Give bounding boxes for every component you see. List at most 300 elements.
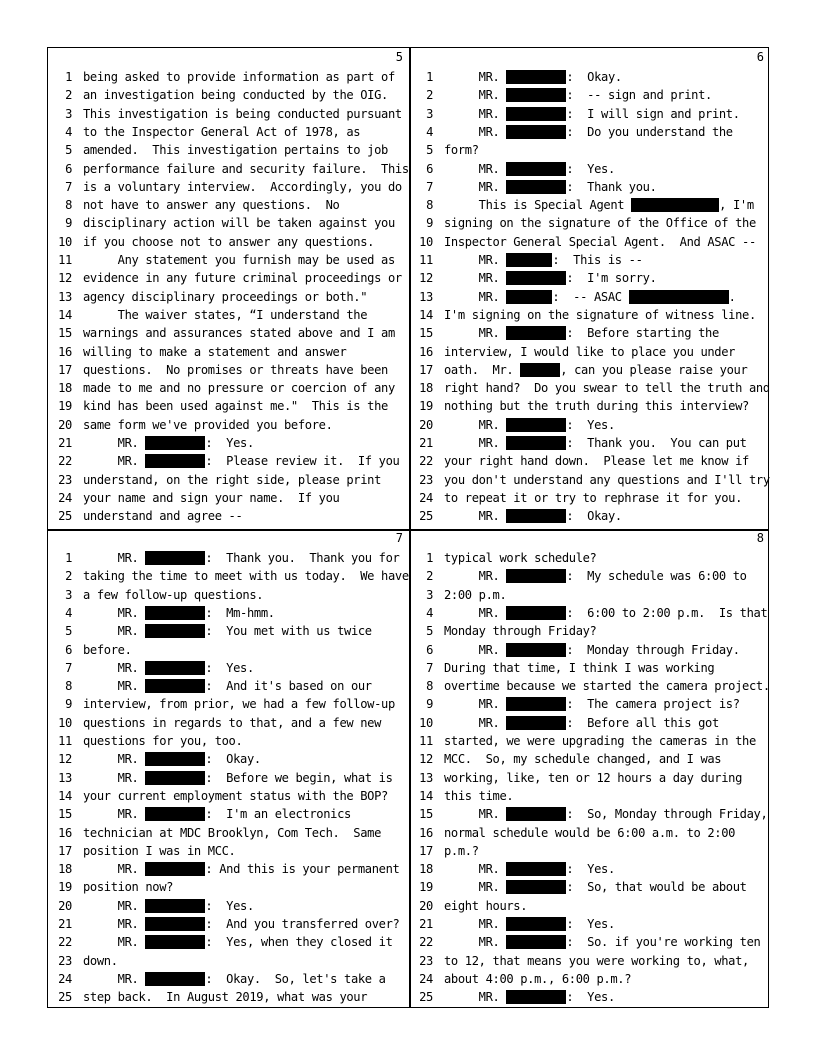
line-number: 12 xyxy=(419,271,433,286)
text-segment: : And it's based on our xyxy=(205,679,372,694)
text-segment: started, we were upgrading the cameras in the xyxy=(444,734,756,748)
transcript-line xyxy=(409,860,770,878)
transcript-line xyxy=(409,397,770,415)
redaction-box xyxy=(506,509,566,523)
text-segment: questions for you, too. xyxy=(83,734,243,748)
line-number: 16 xyxy=(58,344,72,359)
line-text xyxy=(83,622,372,640)
line-number: 16 xyxy=(58,825,72,840)
transcript-line xyxy=(48,824,409,842)
text-segment: understand, on the right side, please print xyxy=(83,472,382,487)
text-segment: MR. xyxy=(83,935,146,950)
text-segment: nothing but the truth during this interview? xyxy=(444,399,749,414)
line-text xyxy=(444,123,733,141)
text-segment: signing on the signature of the Office of the xyxy=(444,216,756,231)
line-number: 9 xyxy=(65,697,72,712)
line-text xyxy=(83,677,372,695)
line-text xyxy=(444,622,596,640)
text-segment: an investigation being conducted by the OIG. xyxy=(83,88,388,103)
transcript-line xyxy=(409,970,770,988)
text-segment: to repeat it or try to rephrase it for you. xyxy=(444,490,743,505)
redaction-box xyxy=(506,271,566,285)
text-segment: normal schedule would be 6:00 a.m. to 2:00 xyxy=(444,825,736,840)
transcript-line xyxy=(48,732,409,750)
redaction-box xyxy=(506,70,566,84)
line-number: 23 xyxy=(58,953,72,968)
text-segment: : Yes. xyxy=(205,898,254,913)
text-segment: MR. xyxy=(444,697,507,712)
line-number: 9 xyxy=(65,216,72,231)
text-segment: This investigation is being conducted pursuant xyxy=(83,106,402,121)
redaction-box xyxy=(506,990,566,1004)
line-number: 14 xyxy=(58,788,72,803)
text-segment: : Do you understand the xyxy=(566,124,733,139)
line-number: 25 xyxy=(419,990,433,1005)
text-segment: : My schedule was 6:00 to xyxy=(566,569,747,584)
text-segment: MR. xyxy=(83,605,146,620)
text-segment: same form we've provided you before. xyxy=(83,417,333,432)
line-number: 7 xyxy=(426,660,433,675)
transcript-line xyxy=(48,842,409,860)
text-segment: : Please review it. If you xyxy=(205,454,400,469)
line-number: 4 xyxy=(426,124,433,139)
transcript-line xyxy=(409,178,770,196)
transcript-line xyxy=(409,878,770,896)
redaction-box xyxy=(506,917,566,931)
line-number: 8 xyxy=(426,198,433,213)
text-segment: interview, I would like to place you under xyxy=(444,344,736,359)
transcript-line xyxy=(48,434,409,452)
transcript-line xyxy=(409,842,770,860)
text-segment: : Mm-hmm. xyxy=(205,605,275,620)
text-segment: MR. xyxy=(444,289,507,304)
text-segment: The waiver states, “I understand the xyxy=(83,307,368,322)
redaction-box xyxy=(506,180,566,194)
line-number: 23 xyxy=(58,472,72,487)
line-number: 22 xyxy=(419,454,433,469)
line-text xyxy=(444,489,742,507)
line-number: 6 xyxy=(426,642,433,657)
redaction-box xyxy=(506,107,566,121)
transcript-line xyxy=(409,549,770,567)
line-text xyxy=(83,379,395,397)
line-number: 3 xyxy=(426,106,433,121)
line-text xyxy=(83,68,395,86)
transcript-line xyxy=(48,68,409,86)
transcript-line xyxy=(48,379,409,397)
text-segment: MR. xyxy=(83,971,146,986)
transcript-line xyxy=(409,361,770,379)
text-segment: MR. xyxy=(83,807,146,822)
line-number: 24 xyxy=(419,490,433,505)
transcript-line xyxy=(409,586,770,604)
line-number: 13 xyxy=(58,289,72,304)
line-text xyxy=(83,489,339,507)
line-number: 12 xyxy=(58,271,72,286)
redaction-box xyxy=(145,661,205,675)
redaction-box xyxy=(145,436,205,450)
transcript-line xyxy=(409,714,770,732)
text-segment: MR. xyxy=(444,569,507,584)
text-segment: MR. xyxy=(444,642,507,657)
line-number: 15 xyxy=(58,807,72,822)
transcript-line xyxy=(409,160,770,178)
line-text xyxy=(444,659,714,677)
redaction-box xyxy=(520,363,560,377)
text-segment: agency disciplinary proceedings or both." xyxy=(83,289,368,304)
transcript-line xyxy=(48,549,409,567)
redaction-box xyxy=(506,880,566,894)
line-text xyxy=(444,196,754,214)
line-text xyxy=(444,677,770,695)
page-number: 5 xyxy=(395,50,403,64)
transcript-line xyxy=(48,471,409,489)
redaction-box xyxy=(631,198,719,212)
text-segment: Any statement you furnish may be used as xyxy=(83,253,395,267)
transcript-line xyxy=(409,288,770,306)
line-number: 18 xyxy=(419,862,433,877)
line-text xyxy=(83,897,254,915)
text-segment: questions. No promises or threats have been xyxy=(83,362,388,377)
page-number: 8 xyxy=(756,531,764,545)
text-segment: not have to answer any questions. No xyxy=(83,198,340,213)
text-segment: MR. xyxy=(444,161,507,176)
line-number: 10 xyxy=(419,234,433,249)
line-number: 14 xyxy=(58,307,72,322)
transcript-line xyxy=(409,622,770,640)
line-text xyxy=(83,659,254,677)
text-segment: : This is -- xyxy=(552,253,643,267)
redaction-box xyxy=(506,935,566,949)
transcript-page-8 xyxy=(409,529,770,1009)
redaction-box xyxy=(506,418,566,432)
text-segment: MR. xyxy=(444,715,507,730)
line-text xyxy=(83,732,242,750)
line-text xyxy=(444,586,506,604)
transcript-line xyxy=(48,160,409,178)
line-number: 1 xyxy=(65,70,72,84)
line-number: 11 xyxy=(58,734,72,748)
transcript-line xyxy=(48,952,409,970)
text-segment: MR. xyxy=(444,862,507,877)
line-number: 20 xyxy=(419,898,433,913)
line-number: 13 xyxy=(58,770,72,785)
line-number: 10 xyxy=(58,715,72,730)
text-segment: MR. xyxy=(444,179,507,194)
text-segment: : Monday through Friday. xyxy=(566,642,740,657)
transcript-line xyxy=(409,233,770,251)
line-number: 8 xyxy=(426,679,433,694)
line-text xyxy=(444,306,756,324)
redaction-box xyxy=(506,716,566,730)
transcript-line xyxy=(409,988,770,1006)
text-segment: This is Special Agent xyxy=(444,198,632,213)
text-segment: : Yes. xyxy=(566,862,615,877)
text-segment: form? xyxy=(444,143,479,158)
transcript-line xyxy=(409,214,770,232)
text-segment: MR. xyxy=(83,624,146,639)
line-number: 19 xyxy=(419,880,433,895)
line-number: 10 xyxy=(58,234,72,249)
transcript-line xyxy=(48,860,409,878)
line-text xyxy=(444,878,747,896)
redaction-box xyxy=(145,899,205,913)
text-segment: : I will sign and print. xyxy=(566,106,740,121)
line-number: 6 xyxy=(65,642,72,657)
redaction-box xyxy=(145,935,205,949)
transcript-line xyxy=(48,214,409,232)
text-segment: MR. xyxy=(444,326,507,341)
text-segment: Monday through Friday? xyxy=(444,624,597,639)
transcript-page-5 xyxy=(48,48,409,528)
text-segment: : And this is your permanent xyxy=(205,862,400,877)
line-text xyxy=(444,452,749,470)
line-text xyxy=(444,970,631,988)
text-segment: : Thank you. xyxy=(566,179,657,194)
transcript-line xyxy=(48,677,409,695)
redaction-box xyxy=(506,606,566,620)
text-segment: MR. xyxy=(444,605,507,620)
text-segment: MR. xyxy=(83,454,146,469)
line-number: 9 xyxy=(426,216,433,231)
text-segment: MR. xyxy=(444,917,507,931)
line-number: 21 xyxy=(58,436,72,450)
transcript-line xyxy=(48,251,409,269)
transcript-line xyxy=(409,196,770,214)
line-number: 2 xyxy=(426,569,433,584)
line-number: 1 xyxy=(426,551,433,565)
line-number: 3 xyxy=(65,106,72,121)
redaction-box xyxy=(506,807,566,821)
transcript-line xyxy=(48,361,409,379)
line-text xyxy=(83,141,388,159)
text-segment: MCC. So, my schedule changed, and I was xyxy=(444,752,722,767)
transcript-line xyxy=(48,604,409,622)
line-text xyxy=(83,915,399,933)
text-segment: : And you transferred over? xyxy=(205,917,400,931)
text-segment: : 6:00 to 2:00 p.m. Is that xyxy=(566,605,768,620)
text-segment: before. xyxy=(83,642,132,657)
transcript-line xyxy=(48,178,409,196)
redaction-box xyxy=(145,679,205,693)
transcript-line xyxy=(48,714,409,732)
text-segment: a few follow-up questions. xyxy=(83,587,264,602)
text-segment: MR. xyxy=(444,509,507,524)
transcript-line xyxy=(409,897,770,915)
line-text xyxy=(444,805,767,823)
line-number: 19 xyxy=(419,399,433,414)
transcript-line xyxy=(48,141,409,159)
text-segment: about 4:00 p.m., 6:00 p.m.? xyxy=(444,971,632,986)
text-segment: MR. xyxy=(444,88,507,103)
line-number: 19 xyxy=(58,880,72,895)
transcript-line xyxy=(409,416,770,434)
text-segment: kind has been used against me." This is the xyxy=(83,399,388,414)
line-number: 22 xyxy=(58,935,72,950)
text-segment: MR. xyxy=(444,253,507,267)
redaction-box xyxy=(506,88,566,102)
transcript-line xyxy=(48,970,409,988)
text-segment: eight hours. xyxy=(444,898,528,913)
transcript-line xyxy=(48,586,409,604)
line-number: 18 xyxy=(58,862,72,877)
text-segment: your name and sign your name. If you xyxy=(83,490,340,505)
text-segment: your current employment status with the BOP? xyxy=(83,788,388,803)
line-text xyxy=(83,160,409,178)
line-text xyxy=(83,549,399,567)
text-segment: MR. xyxy=(444,807,507,822)
transcript-line xyxy=(409,952,770,970)
transcript-line xyxy=(48,769,409,787)
line-number: 2 xyxy=(65,569,72,584)
text-segment: overtime because we started the camera project. xyxy=(444,679,770,694)
line-text xyxy=(83,288,367,306)
redaction-box xyxy=(506,253,552,267)
redaction-box xyxy=(506,643,566,657)
text-segment: understand and agree -- xyxy=(83,509,243,524)
transcript-line xyxy=(48,196,409,214)
transcript-line xyxy=(409,343,770,361)
transcript-line xyxy=(409,805,770,823)
line-text xyxy=(83,714,381,732)
line-number: 18 xyxy=(58,381,72,396)
line-number: 7 xyxy=(65,660,72,675)
transcript-line xyxy=(48,622,409,640)
text-segment: right hand? Do you swear to tell the truth and xyxy=(444,381,770,396)
line-text xyxy=(444,860,615,878)
line-text xyxy=(83,105,402,123)
line-text xyxy=(83,178,402,196)
transcript-line xyxy=(409,604,770,622)
line-text xyxy=(444,141,479,159)
redaction-box xyxy=(506,125,566,139)
text-segment: : Before all this got xyxy=(566,715,719,730)
line-number: 3 xyxy=(65,587,72,602)
text-segment: MR. xyxy=(444,436,507,450)
line-number: 8 xyxy=(65,198,72,213)
transcript-line xyxy=(48,787,409,805)
line-text xyxy=(444,897,527,915)
text-segment: MR. xyxy=(83,898,146,913)
text-segment: MR. xyxy=(83,660,146,675)
text-segment: p.m.? xyxy=(444,843,479,858)
line-text xyxy=(444,567,747,585)
transcript-line xyxy=(48,878,409,896)
line-text xyxy=(444,507,622,525)
line-text xyxy=(83,567,409,585)
text-segment: you don't understand any questions and I'll try xyxy=(444,472,770,487)
line-number: 16 xyxy=(419,825,433,840)
transcript-line xyxy=(409,251,770,269)
line-text xyxy=(83,343,346,361)
line-number: 13 xyxy=(419,770,433,785)
line-text xyxy=(83,416,333,434)
transcript-line xyxy=(48,452,409,470)
line-number: 20 xyxy=(58,417,72,432)
text-segment: : So, that would be about xyxy=(566,880,747,895)
line-number: 3 xyxy=(426,587,433,602)
line-text xyxy=(444,842,479,860)
line-text xyxy=(83,233,374,251)
line-text xyxy=(444,471,770,489)
text-segment: : Yes, when they closed it xyxy=(205,935,393,950)
line-number: 24 xyxy=(419,971,433,986)
line-text xyxy=(83,306,367,324)
transcript-line xyxy=(409,306,770,324)
line-text xyxy=(83,750,261,768)
line-text xyxy=(444,641,740,659)
line-number: 11 xyxy=(419,253,433,267)
text-segment: : Yes. xyxy=(566,990,615,1005)
redaction-box xyxy=(145,454,205,468)
text-segment: 2:00 p.m. xyxy=(444,587,507,602)
line-text xyxy=(83,471,381,489)
transcript-line xyxy=(48,123,409,141)
line-number: 25 xyxy=(58,990,72,1005)
text-segment: : Yes. xyxy=(566,161,615,176)
text-segment: to the Inspector General Act of 1978, as xyxy=(83,124,361,139)
text-segment: : Before we begin, what is xyxy=(205,770,393,785)
line-number: 2 xyxy=(426,88,433,103)
line-number: 6 xyxy=(65,161,72,176)
text-segment: : Before starting the xyxy=(566,326,719,341)
transcript-line xyxy=(48,507,409,525)
text-segment: MR. xyxy=(83,770,146,785)
line-text xyxy=(444,214,756,232)
line-text xyxy=(444,178,657,196)
text-segment: MR. xyxy=(83,917,146,931)
transcript-line xyxy=(48,695,409,713)
line-number: 21 xyxy=(419,436,433,450)
transcript-line xyxy=(48,567,409,585)
line-text xyxy=(444,750,721,768)
redaction-box xyxy=(629,290,729,304)
line-text xyxy=(83,86,388,104)
text-segment: taking the time to meet with us today. We have xyxy=(83,569,409,584)
transcript-line xyxy=(409,933,770,951)
line-number: 12 xyxy=(419,752,433,767)
text-segment: evidence in any future criminal proceedings or xyxy=(83,271,402,286)
transcript-line xyxy=(409,641,770,659)
line-text xyxy=(444,915,615,933)
line-text xyxy=(444,343,735,361)
transcript-line xyxy=(48,933,409,951)
text-segment: : So. if you're working ten xyxy=(566,935,761,950)
transcript-line xyxy=(48,86,409,104)
redaction-box xyxy=(506,862,566,876)
text-segment: MR. xyxy=(444,935,507,950)
line-text xyxy=(444,233,756,251)
transcript-line xyxy=(48,805,409,823)
line-text xyxy=(444,434,747,452)
text-segment: disciplinary action will be taken against you xyxy=(83,216,395,231)
transcript-line xyxy=(48,416,409,434)
text-segment: MR. xyxy=(83,551,146,565)
line-text xyxy=(83,397,388,415)
text-segment: made to me and no pressure or coercion of any xyxy=(83,381,395,396)
line-text xyxy=(83,269,402,287)
transcript-line xyxy=(48,641,409,659)
line-number: 21 xyxy=(58,917,72,931)
transcript-line xyxy=(409,269,770,287)
line-text xyxy=(444,397,749,415)
line-number: 2 xyxy=(65,88,72,103)
transcript-line xyxy=(409,471,770,489)
line-number: 25 xyxy=(58,509,72,524)
text-segment: , I'm xyxy=(719,198,754,213)
text-segment: MR. xyxy=(444,271,507,286)
redaction-box xyxy=(145,972,205,986)
